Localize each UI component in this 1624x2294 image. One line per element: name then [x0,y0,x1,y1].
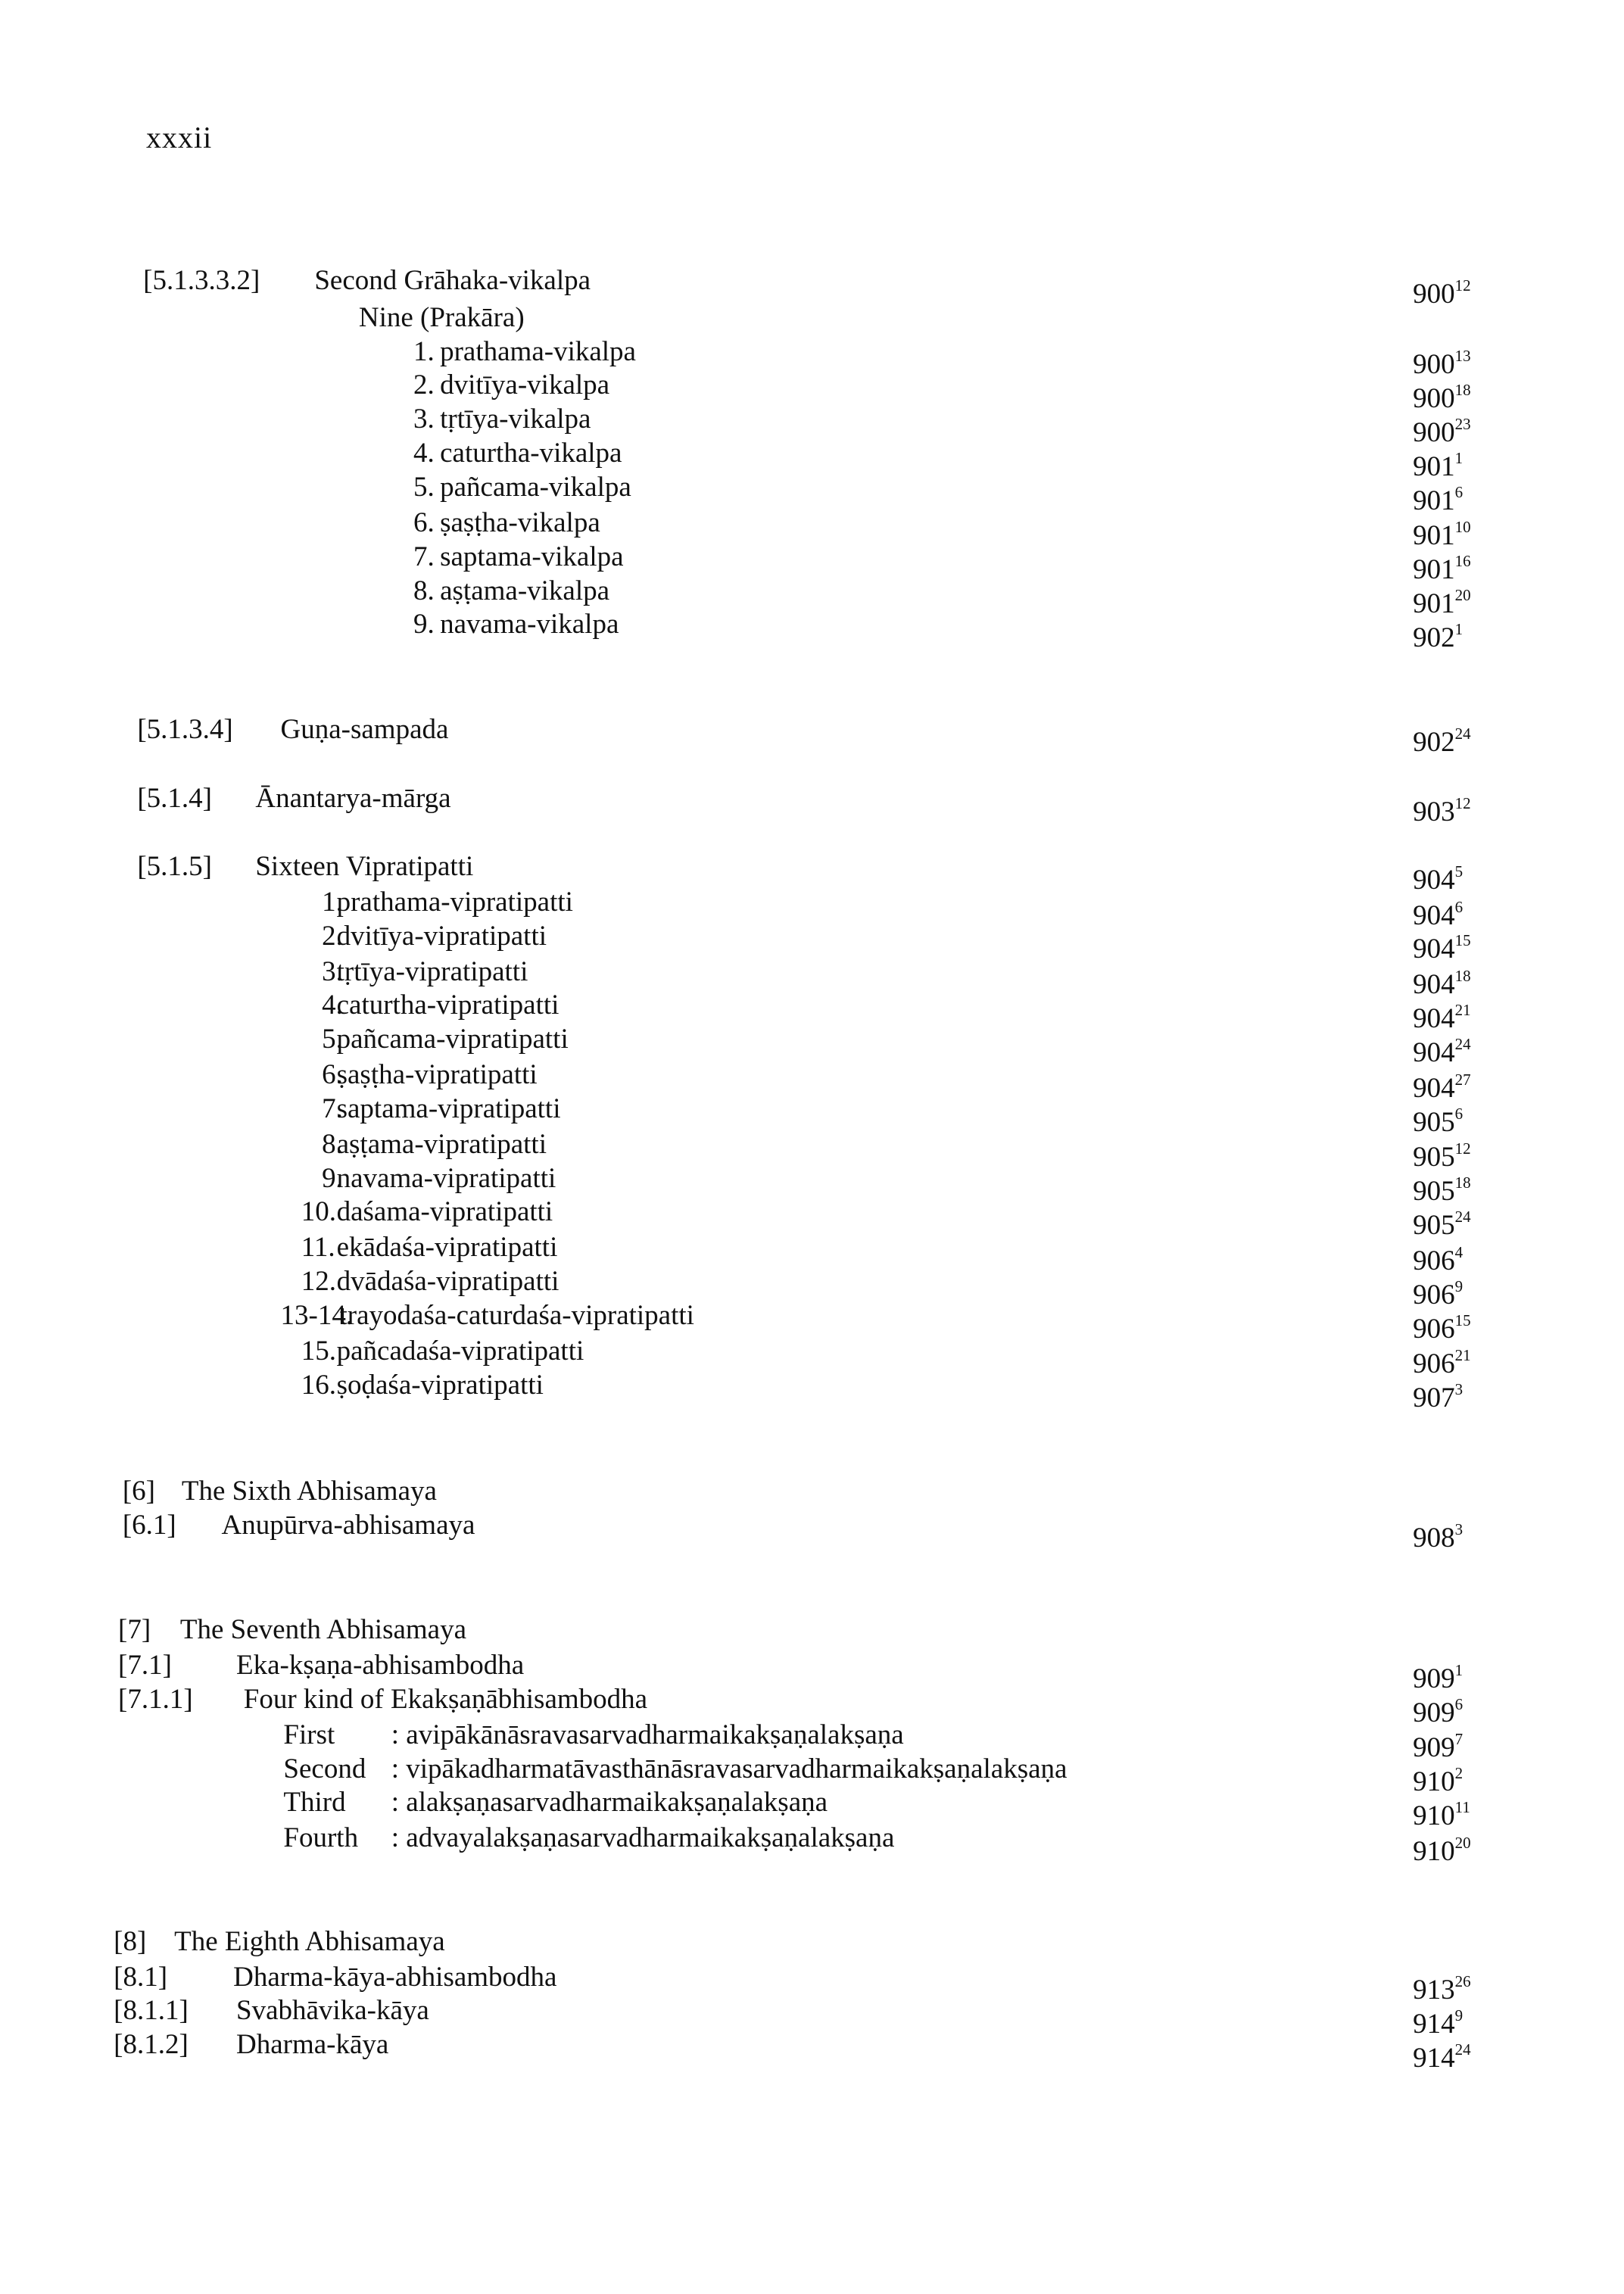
entry-number: 8. [322,1128,343,1160]
entry-title: Guṇa-sampada [280,713,449,745]
line-number: 24 [1454,725,1471,743]
line-number: 2 [1454,1764,1463,1783]
page-number: 904 [1413,1072,1455,1104]
page-number: 901 [1413,554,1455,586]
page-number: 914 [1413,2042,1455,2074]
entry-title: prathama-vikalpa [440,335,636,367]
entry-number: 16. [301,1369,337,1401]
entry-number: [6.1] [122,1509,176,1541]
page-number: 905 [1413,1106,1455,1138]
line-number: 3 [1454,1520,1463,1539]
line-number: 4 [1454,1242,1463,1261]
entry-title: : vipākadharmatāvasthānāsravasarvadharmaikakṣaṇalakṣaṇa [391,1753,1068,1784]
entry-page-ref [1413,794,1471,831]
entry-number: 6. [413,506,435,538]
page-number: 910 [1413,1766,1455,1798]
entry-page-ref [1413,1346,1471,1382]
page-number: 901 [1413,520,1455,552]
entry-title: tṛtīya-vikalpa [440,404,591,435]
entry-page-ref [1413,1104,1463,1141]
entry-number: 3. [413,404,435,435]
entry-title: navama-vipratipatti [336,1162,556,1194]
line-number: 1 [1454,619,1463,638]
entry-title: Sixteen Vipratipatti [255,851,474,883]
entry-number: [8.1] [114,1961,168,1993]
line-number: 11 [1454,1798,1470,1816]
line-number: 20 [1454,586,1471,605]
page-number: 902 [1413,727,1455,759]
entry-number: 8. [413,575,435,606]
entry-page-ref [1413,2040,1471,2077]
entry-page-ref [1413,1833,1471,1870]
entry-title: aṣṭama-vikalpa [440,575,610,606]
entry-page-ref [1413,347,1471,383]
entry-page-ref [1413,1660,1463,1697]
entry-title: ṣaṣṭha-vikalpa [440,506,600,538]
line-number: 18 [1454,1173,1471,1192]
entry-title: Ānantarya-mārga [255,783,451,815]
line-number: 21 [1454,1346,1471,1365]
page-number: 900 [1413,383,1455,414]
page-number: 910 [1413,1800,1455,1831]
entry-title: ṣaṣṭha-vipratipatti [336,1059,538,1091]
entry-page-ref [1413,1764,1463,1800]
entry-page-ref [1413,1798,1470,1834]
entry-title: Dharma-kāya [236,2029,389,2061]
entry-title: saptama-vipratipatti [336,1092,561,1124]
line-number: 12 [1454,276,1471,295]
entry-page-ref [1413,1380,1463,1417]
entry-title: Nine (Prakāra) [358,301,525,333]
line-number: 26 [1454,1972,1471,1991]
entry-page-ref [1413,931,1471,968]
line-number: 6 [1454,482,1463,501]
page-number: 900 [1413,349,1455,381]
line-number: 13 [1454,347,1471,366]
entry-number: [8.1.1] [114,1995,189,2027]
entry-page-ref [1413,897,1463,934]
entry-number: 9. [322,1162,343,1194]
entry-title: caturtha-vipratipatti [336,990,560,1021]
page-number: 900 [1413,416,1455,448]
line-number: 24 [1454,2040,1471,2059]
entry-page-ref [1413,1694,1463,1731]
line-number: 15 [1454,1311,1471,1329]
entry-page-ref [1413,448,1463,485]
entry-number: Second [283,1753,366,1784]
entry-number: 1. [322,886,343,918]
entry-title: pañcadaśa-vipratipatti [336,1335,584,1367]
entry-page-ref [1413,414,1471,451]
entry-page-ref [1413,619,1463,656]
page-number: 913 [1413,1975,1455,2006]
page-number: 904 [1413,899,1455,931]
entry-title: saptama-vikalpa [440,541,624,572]
page-number: 914 [1413,2008,1455,2040]
entry-number: 13-14. [280,1299,354,1331]
page-number: 901 [1413,588,1455,620]
line-number: 18 [1454,967,1471,986]
entry-number: 15. [301,1335,337,1367]
line-number: 15 [1454,931,1471,950]
line-number: 23 [1454,414,1471,433]
entry-page-ref [1413,1001,1471,1037]
entry-title: daśama-vipratipatti [336,1196,553,1228]
line-number: 9 [1454,1276,1463,1295]
entry-title: : advayalakṣaṇasarvadharmaikakṣaṇalakṣaṇa [391,1822,895,1854]
entry-number: Fourth [283,1822,359,1854]
entry-page-ref [1413,725,1471,761]
entry-page-ref [1413,1520,1463,1557]
entry-title: Dharma-kāya-abhisambodha [233,1961,557,1993]
line-number: 27 [1454,1070,1471,1089]
entry-page-ref [1413,1276,1463,1314]
page-number: 909 [1413,1663,1455,1694]
line-number: 5 [1454,862,1463,881]
entry-title: The Eighth Abhisamaya [174,1925,445,1957]
entry-title: prathama-vipratipatti [336,886,573,918]
line-number: 1 [1454,1660,1463,1679]
entry-title: Second Grāhaka-vikalpa [314,265,591,296]
entry-page-ref [1413,2006,1463,2043]
entry-title: dvitīya-vipratipatti [336,920,547,952]
page-number: 900 [1413,278,1455,310]
entry-page-ref [1413,381,1471,417]
page-number: 909 [1413,1732,1455,1764]
page-number: 904 [1413,1036,1455,1068]
page-number: 904 [1413,864,1455,896]
entry-page-ref [1413,518,1471,554]
entry-title: Four kind of Ekakṣaṇābhisambodha [243,1683,648,1715]
entry-number: [7.1.1] [118,1683,193,1715]
line-number: 24 [1454,1208,1471,1226]
line-number: 9 [1454,2006,1463,2024]
entry-title: The Sixth Abhisamaya [181,1476,437,1507]
line-number: 10 [1454,518,1471,537]
entry-number: 11. [301,1232,335,1264]
line-number: 20 [1454,1833,1471,1852]
page-number: 907 [1413,1382,1455,1414]
entry-title: caturtha-vikalpa [440,438,622,469]
entry-page-ref [1413,276,1471,313]
entry-title: pañcama-vikalpa [440,472,631,503]
line-number: 12 [1454,1139,1471,1158]
entry-title: tṛtīya-vipratipatti [336,955,528,987]
page-number: 901 [1413,485,1455,516]
entry-number: [5.1.4] [137,783,212,815]
page-number: 906 [1413,1348,1455,1380]
page-number: 910 [1413,1835,1455,1867]
entry-number: 3. [322,955,343,987]
entry-page-ref [1413,1139,1471,1176]
page-number: 906 [1413,1279,1455,1311]
entry-title: Anupūrva-abhisamaya [221,1509,475,1541]
page-number: 906 [1413,1313,1455,1345]
page-number: 903 [1413,796,1455,828]
entry-number: 2. [322,920,343,952]
entry-number: [5.1.3.4] [137,713,233,745]
entry-page-ref [1413,586,1471,622]
entry-number: 5. [322,1024,343,1055]
line-number: 18 [1454,381,1471,399]
entry-title: The Seventh Abhisamaya [179,1614,467,1646]
entry-number: 4. [413,438,435,469]
entry-page-ref [1413,967,1471,1003]
entry-page-ref [1413,1034,1471,1071]
page-number: 902 [1413,622,1455,653]
entry-title: Svabhāvika-kāya [236,1995,429,2027]
entry-number: [6] [122,1476,155,1507]
entry-title: ṣoḍaśa-vipratipatti [336,1369,544,1401]
entry-title: pañcama-vipratipatti [336,1024,569,1055]
line-number: 21 [1454,1001,1471,1019]
entry-number: [5.1.5] [137,851,212,883]
page-number: 905 [1413,1176,1455,1208]
line-number: 24 [1454,1034,1471,1053]
entry-number: 10. [301,1196,337,1228]
entry-number: 12. [301,1266,337,1298]
entry-title: ekādaśa-vipratipatti [336,1232,558,1264]
entry-number: 5. [413,472,435,503]
line-number: 6 [1454,1104,1463,1123]
line-number: 6 [1454,1694,1463,1713]
entry-number: First [283,1719,335,1750]
entry-title: : alakṣaṇasarvadharmaikakṣaṇalakṣaṇa [391,1787,828,1819]
entry-number: [8] [114,1925,147,1957]
line-number: 6 [1454,897,1463,916]
page-number: 906 [1413,1245,1455,1276]
line-number: 7 [1454,1730,1463,1749]
page-number: 908 [1413,1523,1455,1554]
entry-number: 1. [413,335,435,367]
line-number: 3 [1454,1380,1463,1399]
entry-page-ref [1413,1311,1471,1348]
entry-page-ref [1413,862,1463,899]
line-number: 16 [1454,552,1471,571]
entry-number: 9. [413,609,435,641]
page-number: 905 [1413,1142,1455,1173]
page-number: 904 [1413,933,1455,965]
page-number: 904 [1413,969,1455,1001]
entry-title: Eka-kṣaṇa-abhisambodha [236,1650,525,1682]
entry-number: 7. [413,541,435,572]
entry-number: [8.1.2] [114,2029,189,2061]
line-number: 1 [1454,448,1463,467]
entry-page-ref [1413,552,1471,588]
entry-number: 6. [322,1059,343,1091]
entry-number: Third [283,1787,346,1819]
entry-title: : avipākānāsravasarvadharmaikakṣaṇalakṣaṇa [391,1719,904,1750]
entry-page-ref [1413,1173,1471,1210]
entry-page-ref [1413,1730,1463,1766]
entry-number: 7. [322,1092,343,1124]
page-number-header: xxxii [146,120,213,154]
page-number: 909 [1413,1697,1455,1728]
entry-number: [7] [118,1614,151,1646]
entry-number: 4. [322,990,343,1021]
entry-title: dvitīya-vikalpa [440,369,610,401]
page-number: 901 [1413,450,1455,482]
entry-page-ref [1413,482,1463,519]
entry-title: trayodaśa-caturdaśa-vipratipatti [339,1299,694,1331]
entry-number: [5.1.3.3.2] [143,265,260,296]
entry-page-ref [1413,1972,1471,2009]
entry-title: navama-vikalpa [440,609,619,641]
page-number: 905 [1413,1210,1455,1241]
entry-page-ref [1413,1208,1471,1244]
line-number: 12 [1454,794,1471,812]
entry-number: [7.1] [118,1650,172,1682]
entry-title: aṣṭama-vipratipatti [336,1128,547,1160]
entry-page-ref [1413,1070,1471,1107]
entry-number: 2. [413,369,435,401]
page-number: 904 [1413,1003,1455,1034]
entry-page-ref [1413,1242,1463,1279]
entry-title: dvādaśa-vipratipatti [336,1266,560,1298]
